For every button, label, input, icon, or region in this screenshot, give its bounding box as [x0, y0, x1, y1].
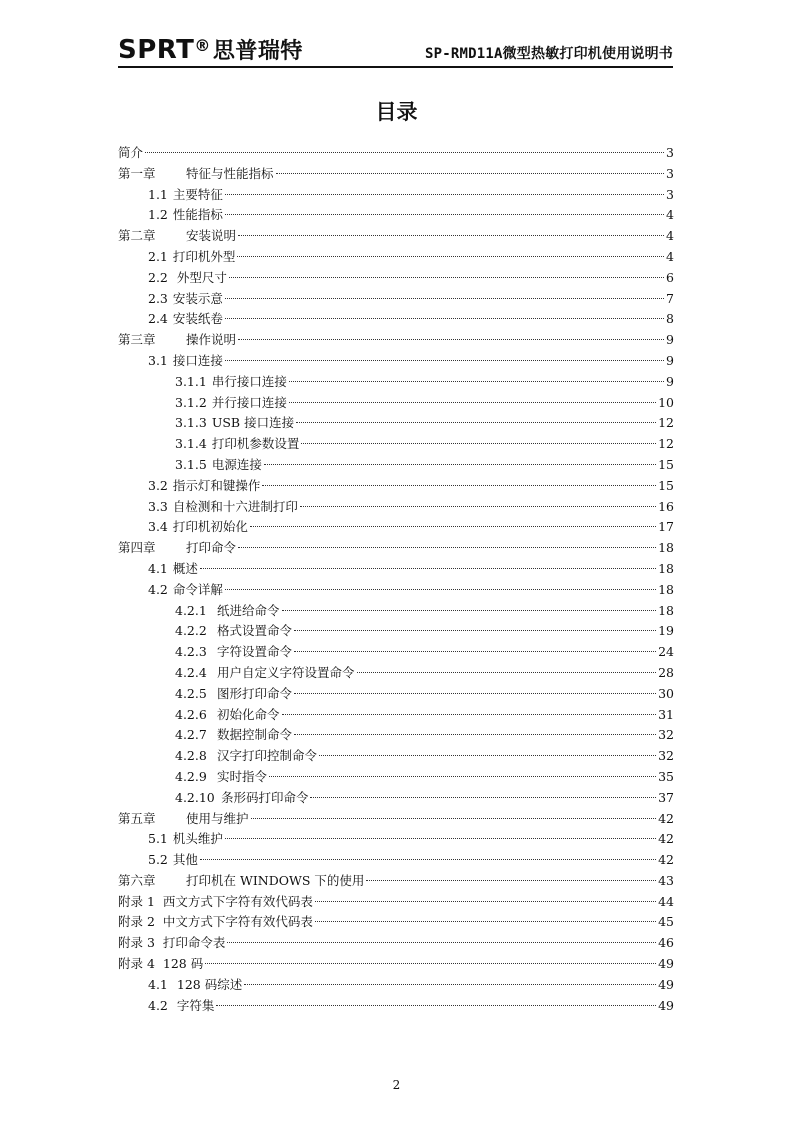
toc-entry-number: 3.4 [148, 519, 168, 535]
toc-leader-dots [225, 214, 664, 215]
toc-entry-page: 7 [666, 290, 674, 306]
toc-leader-dots [238, 547, 656, 548]
toc-entry[interactable] [118, 829, 674, 850]
toc-entry[interactable] [118, 912, 674, 933]
toc-entry[interactable] [118, 559, 674, 580]
toc-entry-number: 4.2.8 [175, 748, 207, 764]
toc-entry-title: 并行接口连接 [211, 394, 287, 410]
toc-entry[interactable] [118, 185, 674, 206]
toc-entry-page: 49 [658, 997, 674, 1013]
toc-entry-title: 串行接口连接 [211, 373, 287, 389]
toc-entry-label [118, 226, 236, 247]
toc-entry-number: 4.2.6 [175, 706, 207, 722]
toc-entry-page: 18 [658, 581, 674, 597]
toc-entry[interactable] [118, 205, 674, 226]
toc-entry[interactable] [118, 476, 674, 497]
toc-leader-dots [315, 921, 656, 922]
toc-entry[interactable] [118, 892, 674, 913]
toc-entry-title: 打印机参数设置 [211, 436, 300, 452]
toc-entry-title: 概述 [172, 560, 198, 576]
toc-entry[interactable] [118, 621, 674, 642]
toc-entry-title: 主要特征 [172, 186, 223, 202]
toc-entry[interactable] [118, 996, 674, 1017]
toc-entry-label [148, 517, 248, 538]
toc-entry-title: 机头维护 [172, 831, 223, 847]
toc-entry-page: 8 [666, 311, 674, 327]
toc-entry-number: 3.1.3 [175, 415, 207, 431]
toc-entry-page: 19 [658, 623, 674, 639]
toc-entry-label [148, 559, 198, 580]
toc-entry-page: 31 [658, 706, 674, 722]
toc-entry[interactable] [118, 580, 674, 601]
toc-entry-page: 30 [658, 685, 674, 701]
toc-entry-title: 使用与维护 [186, 810, 249, 826]
toc-entry[interactable] [118, 642, 674, 663]
toc-leader-dots [205, 963, 656, 964]
toc-leader-dots [366, 880, 656, 881]
toc-entry-label [118, 538, 236, 559]
toc-entry-page: 49 [658, 976, 674, 992]
toc-leader-dots [200, 859, 656, 860]
toc-entry-page: 42 [658, 852, 674, 868]
toc-leader-dots [225, 589, 656, 590]
toc-leader-dots [300, 506, 656, 507]
page-number: 2 [392, 1078, 401, 1092]
toc-entry-label [118, 330, 236, 351]
brand-name-cn: 思普瑞特 [212, 39, 303, 64]
toc-leader-dots [296, 422, 656, 423]
toc-entry[interactable] [118, 725, 674, 746]
toc-entry[interactable] [118, 788, 674, 809]
toc-entry[interactable] [118, 850, 674, 871]
toc-entry-number: 4.2.10 [175, 789, 215, 805]
toc-entry-number: 3.1.2 [175, 394, 207, 410]
toc-entry-page: 10 [658, 394, 674, 410]
toc-entry-number: 3.1.5 [175, 456, 207, 472]
toc-entry-label [118, 809, 249, 830]
toc-entry-title: 性能指标 [172, 207, 223, 223]
toc-entry-label [118, 912, 313, 933]
toc-entry-label [148, 289, 223, 310]
toc-entry[interactable] [118, 975, 674, 996]
toc-entry-page: 9 [666, 332, 674, 348]
toc-entry-label [175, 393, 287, 414]
toc-entry-page: 6 [666, 269, 674, 285]
toc-entry-page: 16 [658, 498, 674, 514]
toc-entry-label [175, 413, 294, 434]
toc-entry[interactable] [118, 351, 674, 372]
toc-leader-dots [269, 776, 656, 777]
toc-entry-title: 格式设置命令 [217, 623, 293, 639]
toc-entry[interactable] [118, 393, 674, 414]
toc-leader-dots [227, 942, 656, 943]
toc-entry-title: 打印命令 [186, 540, 237, 556]
toc-entry-title: 电源连接 [211, 456, 262, 472]
toc-leader-dots [294, 734, 656, 735]
toc-leader-dots [282, 610, 657, 611]
toc-entry-label [118, 143, 143, 164]
toc-entry-number: 4.2.4 [175, 664, 207, 680]
toc-entry-page: 28 [658, 664, 674, 680]
toc-entry-label [118, 933, 225, 954]
toc-entry-page: 46 [658, 935, 674, 951]
toc-entry-title: 简介 [118, 145, 144, 160]
toc-entry[interactable] [118, 933, 674, 954]
toc-entry-label [148, 850, 198, 871]
toc-leader-dots [301, 443, 656, 444]
toc-entry-label [148, 497, 298, 518]
toc-entry-number: 3.2 [148, 477, 168, 493]
toc-entry[interactable] [118, 289, 674, 310]
toc-entry-title: 命令详解 [172, 581, 223, 597]
toc-leader-dots [319, 755, 656, 756]
toc-entry[interactable] [118, 538, 674, 559]
toc-leader-dots [145, 152, 664, 153]
toc-leader-dots [225, 360, 664, 361]
toc-entry-title: 字符设置命令 [217, 644, 293, 660]
toc-entry-page: 9 [666, 352, 674, 368]
toc-entry-page: 32 [658, 727, 674, 743]
toc-entry-title: 纸进给命令 [217, 602, 280, 618]
toc-entry-title: 安装纸卷 [172, 311, 223, 327]
toc-leader-dots [262, 485, 656, 486]
toc-entry-label [175, 434, 299, 455]
toc-entry-page: 43 [658, 872, 674, 888]
toc-entry-label [175, 705, 280, 726]
toc-entry-title: 打印机外型 [172, 248, 236, 264]
toc-entry-number: 4.2.5 [175, 685, 207, 701]
toc-leader-dots [315, 901, 656, 902]
toc-entry[interactable] [118, 871, 674, 892]
toc-heading: 目录 [375, 100, 418, 124]
toc-entry-page: 32 [658, 748, 674, 764]
toc-entry-label [148, 268, 227, 289]
toc-entry[interactable] [118, 497, 674, 518]
toc-leader-dots [225, 194, 664, 195]
toc-entry-page: 44 [658, 893, 674, 909]
toc-entry-label [148, 580, 223, 601]
table-of-contents [118, 143, 674, 1016]
toc-entry-title: 打印机初始化 [172, 519, 248, 535]
toc-entry-title: 附录 3 打印命令表 [118, 935, 226, 951]
toc-entry-number: 3.1 [148, 352, 168, 368]
toc-entry[interactable] [118, 705, 674, 726]
toc-entry-title: 操作说明 [186, 332, 237, 348]
toc-entry-title: 数据控制命令 [217, 727, 293, 743]
toc-entry-page: 37 [658, 789, 674, 805]
toc-entry-label [118, 871, 364, 892]
toc-entry-title: 初始化命令 [217, 706, 280, 722]
toc-entry-label [118, 954, 203, 975]
toc-entry-title: 附录 1 西文方式下字符有效代码表 [118, 893, 313, 909]
toc-entry-number: 3.3 [148, 498, 168, 514]
brand-name: SPRT [118, 35, 195, 65]
toc-entry-title: 安装说明 [186, 228, 237, 244]
toc-entry-number: 4.2.9 [175, 768, 207, 784]
toc-entry-number: 4.2 [148, 581, 168, 597]
toc-entry-page: 3 [666, 186, 674, 202]
toc-entry-label [148, 996, 214, 1017]
toc-entry-number: 第一章 [118, 165, 156, 181]
toc-entry[interactable] [118, 663, 674, 684]
toc-entry-number: 3.1.1 [175, 373, 207, 389]
toc-entry-number: 第三章 [118, 332, 156, 348]
toc-entry-title: 128 码综述 [172, 976, 243, 992]
toc-entry-title: 指示灯和键操作 [172, 477, 261, 493]
toc-leader-dots [357, 672, 657, 673]
toc-entry-label [175, 601, 280, 622]
toc-leader-dots [229, 277, 664, 278]
page-header [118, 34, 673, 68]
toc-leader-dots [289, 402, 656, 403]
toc-entry-label [148, 829, 223, 850]
toc-entry-number: 2.3 [148, 290, 168, 306]
toc-entry-label [148, 185, 223, 206]
toc-entry[interactable] [118, 330, 674, 351]
toc-leader-dots [225, 318, 664, 319]
toc-entry-title: 特征与性能指标 [186, 165, 274, 181]
toc-entry[interactable] [118, 372, 674, 393]
toc-entry-number: 2.1 [148, 248, 168, 264]
toc-leader-dots [282, 714, 657, 715]
toc-entry-number: 2.4 [148, 311, 168, 327]
toc-entry-label [148, 975, 242, 996]
toc-entry-page: 4 [666, 207, 674, 223]
toc-entry-page: 49 [658, 956, 674, 972]
toc-entry-label [148, 247, 235, 268]
toc-entry-title: 其他 [172, 852, 198, 868]
toc-entry-label [148, 309, 223, 330]
toc-leader-dots [310, 797, 656, 798]
toc-entry-page: 9 [666, 373, 674, 389]
toc-entry-page: 12 [658, 436, 674, 452]
toc-entry-page: 15 [658, 456, 674, 472]
toc-entry-number: 4.1 [148, 976, 168, 992]
toc-entry-title: 外型尺寸 [172, 269, 227, 285]
toc-entry-label [175, 642, 292, 663]
toc-leader-dots [244, 984, 656, 985]
toc-leader-dots [225, 838, 656, 839]
toc-entry-label [118, 892, 313, 913]
toc-entry-number: 5.2 [148, 852, 168, 868]
toc-entry-page: 35 [658, 768, 674, 784]
document-title: SP-RMD11A微型热敏打印机使用说明书 [424, 46, 673, 62]
toc-entry-label [118, 164, 274, 185]
toc-entry-title: 打印机在 WINDOWS 下的使用 [186, 872, 365, 888]
toc-entry-title: 安装示意 [172, 290, 223, 306]
registered-mark: ® [194, 36, 211, 55]
toc-entry[interactable] [118, 746, 674, 767]
toc-entry-label [175, 788, 308, 809]
toc-leader-dots [294, 630, 656, 631]
toc-entry-page: 45 [658, 914, 674, 930]
toc-leader-dots [276, 173, 665, 174]
toc-entry[interactable] [118, 143, 674, 164]
toc-entry-number: 4.2 [148, 997, 168, 1013]
toc-entry-label [175, 684, 292, 705]
toc-entry[interactable] [118, 809, 674, 830]
toc-entry-number: 3.1.4 [175, 436, 207, 452]
toc-leader-dots [264, 464, 656, 465]
toc-leader-dots [250, 526, 656, 527]
toc-leader-dots [200, 568, 656, 569]
toc-entry-page: 15 [658, 477, 674, 493]
toc-entry-label [175, 621, 292, 642]
toc-entry-title: 附录 2 中文方式下字符有效代码表 [118, 914, 313, 930]
toc-entry-page: 18 [658, 602, 674, 618]
toc-entry-page: 42 [658, 831, 674, 847]
toc-entry-number: 2.2 [148, 269, 168, 285]
toc-entry-title: 自检测和十六进制打印 [172, 498, 298, 514]
toc-entry-number: 1.1 [148, 186, 168, 202]
toc-entry-number: 第六章 [118, 872, 156, 888]
toc-leader-dots [238, 339, 664, 340]
toc-entry-label [148, 476, 260, 497]
toc-entry-page: 3 [666, 145, 674, 160]
toc-entry-title: 条形码打印命令 [217, 789, 309, 805]
toc-leader-dots [294, 693, 656, 694]
toc-entry-page: 17 [658, 519, 674, 535]
toc-entry[interactable] [118, 601, 674, 622]
toc-leader-dots [237, 256, 664, 257]
toc-entry-title: 图形打印命令 [217, 685, 293, 701]
toc-entry-page: 4 [666, 248, 674, 264]
toc-entry-number: 第四章 [118, 540, 156, 556]
toc-entry[interactable] [118, 309, 674, 330]
toc-entry-number: 4.2.7 [175, 727, 207, 743]
toc-entry-page: 42 [658, 810, 674, 826]
toc-entry-number: 4.1 [148, 560, 168, 576]
toc-entry[interactable] [118, 767, 674, 788]
toc-entry[interactable] [118, 954, 674, 975]
toc-entry-title: 汉字打印控制命令 [217, 748, 318, 764]
toc-entry-label [175, 746, 317, 767]
toc-entry-label [175, 725, 292, 746]
toc-entry[interactable] [118, 164, 674, 185]
toc-entry-number: 第二章 [118, 228, 156, 244]
toc-entry-page: 18 [658, 540, 674, 556]
toc-entry-title: 接口连接 [172, 352, 223, 368]
toc-entry-number: 5.1 [148, 831, 168, 847]
toc-entry-number: 4.2.2 [175, 623, 207, 639]
toc-entry[interactable] [118, 247, 674, 268]
toc-leader-dots [294, 651, 656, 652]
toc-entry-title: 字符集 [172, 997, 215, 1013]
toc-leader-dots [238, 235, 664, 236]
toc-entry-label [175, 372, 287, 393]
toc-entry-number: 1.2 [148, 207, 168, 223]
brand-logo [118, 34, 303, 68]
toc-entry-label [148, 351, 223, 372]
toc-entry[interactable] [118, 517, 674, 538]
toc-leader-dots [251, 818, 657, 819]
toc-entry-number: 4.2.3 [175, 644, 207, 660]
toc-entry-page: 12 [658, 415, 674, 431]
toc-entry-page: 3 [666, 165, 674, 181]
toc-entry-page: 24 [658, 644, 674, 660]
toc-leader-dots [289, 381, 664, 382]
toc-entry-title: 附录 4 128 码 [118, 956, 204, 972]
toc-entry[interactable] [118, 413, 674, 434]
toc-entry-label [148, 205, 223, 226]
toc-entry[interactable] [118, 434, 674, 455]
toc-entry-title: USB 接口连接 [211, 415, 295, 431]
toc-leader-dots [225, 298, 664, 299]
toc-entry-number: 4.2.1 [175, 602, 207, 618]
toc-entry[interactable] [118, 268, 674, 289]
toc-entry[interactable] [118, 226, 674, 247]
toc-entry-label [175, 663, 355, 684]
toc-entry-title: 用户自定义字符设置命令 [217, 664, 355, 680]
toc-entry-page: 4 [666, 228, 674, 244]
toc-entry-title: 实时指令 [217, 768, 268, 784]
toc-leader-dots [216, 1005, 656, 1006]
toc-entry-page: 18 [658, 560, 674, 576]
toc-entry-number: 第五章 [118, 810, 156, 826]
toc-entry-label [175, 767, 267, 788]
toc-entry[interactable] [118, 455, 674, 476]
toc-entry[interactable] [118, 684, 674, 705]
toc-entry-label [175, 455, 262, 476]
